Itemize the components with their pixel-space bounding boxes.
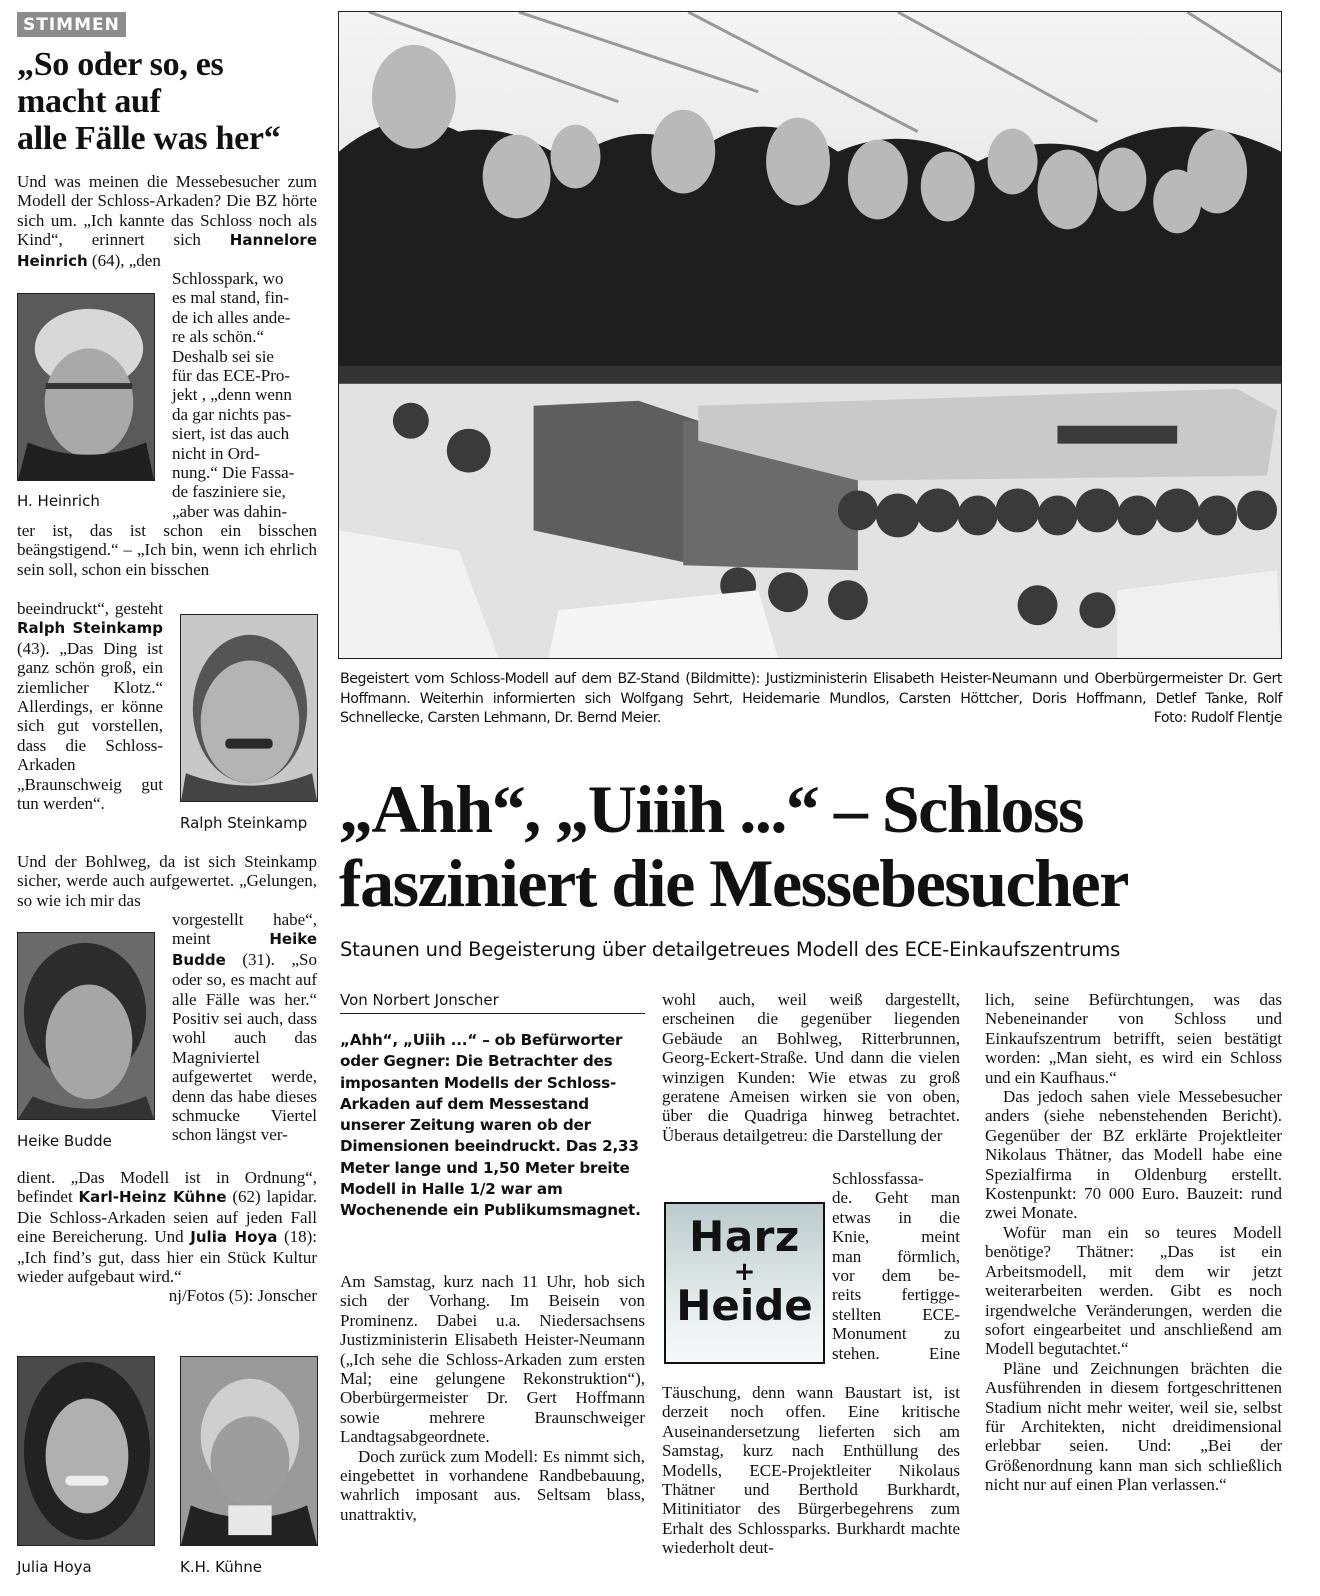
interviewee-name: Karl-Heinz Kühne [78,1188,227,1207]
portrait-caption: H. Heinrich [17,492,100,510]
stimmen-column [17,12,317,157]
portrait-caption: Julia Hoya [17,1558,92,1576]
article-column-2-bottom: Täuschung, denn wann Baustart ist, ist derzeit noch offen. Eine kritische Auseinandersetzung lieferten sich am Samstag, kurz nach Enthüllung des Modells, ECE-Projektleiter Nikolaus Thätner und Berthold Burkhardt, Mitinitiator des Bürgerbegehrens zum Erhalt des Schlossparks. Burkhardt machte wiederholt deut- [662,1383,960,1558]
portrait-caption: Ralph Steinkamp [180,814,308,832]
interviewee-name: Julia Hoya [190,1228,278,1247]
harz-heide-logo: Harz + Heide [664,1202,825,1364]
stimmen-wrap-1: Schlosspark, wo es mal stand, fin- de ich alles ande- re als schön.“ Deshalb sei sie für das ECE-Pro- jekt , „denn wenn da gar nichts pas- siert, ist das auch nicht in Ord- nung.“ Die Fassa- de fasziniere sie, „aber was dahin- [172,269,295,521]
plus-icon: + [733,1257,756,1287]
article-column-2-top: wohl auch, weil weiß dargestellt, erscheinen die gegenüber liegenden Gebäude an Bohlweg, Ritterbrunnen, Georg-Eckert-Straße. Und dann die vielen winzigen Kunden: Wie etwas zu groß geratene Ameisen wirken sie von oben, über die Quadriga hinweg betrachtet. Überaus detailgetreu: die Darstellung der [662,990,960,1145]
portrait-photo-steinkamp [180,614,318,802]
interviewee-name: Hannelore Heinrich [17,231,317,270]
photo-credit: Foto: Rudolf Flentje [1153,710,1282,727]
stimmen-intro: Und was meinen die Messebesucher zum Modell der Schloss-Arkaden? Die BZ hörte sich um. „Ich kannte das Schloss noch als Kind“, erinnert sich Hannelore Heinrich (64), „den [17,172,317,270]
portrait-photo-budde [17,932,155,1120]
byline: Von Norbert Jonscher [340,991,645,1014]
article-headline: „Ahh“, „Uiiih ...“ – Schloss fasziniert die Messebesucher [339,771,1128,921]
photo-caption: Begeistert vom Schloss-Modell auf dem BZ-Stand (Bildmitte): Justizministerin Elisabeth Heister-Neumann und Oberbürgermeister Dr. Gert Hoffmann. Weiterhin informierten sich Wolfgang Sehrt, Heidemarie Mundlos, Carsten Höttcher, Doris Hoffmann, Detlef Tanke, Rolf Schnellecke, Carsten Lehmann, Dr. Bernd Meier. Foto: Rudolf Flentje [340,670,1282,729]
article-column-3: lich, seine Befürchtungen, was das Nebeneinander von Schloss und Einkaufszentrum betrifft, seien bestätigt worden: „Man sieht, es wird ein Schloss und ein Kaufhaus.“ Das jedoch sahen viele Messebesucher anders (siehe nebenstehenden Bericht). Gegenüber der BZ erklärte Projektleiter Nikolaus Thätner, das Modell habe eine Spezialfirma in Oldenburg erstellt. Kostenpunkt: 70 000 Euro. Bauzeit: rund zwei Monate. Wofür man ein so teures Modell benötige? Thätner: „Das ist ein Arbeitsmodell, mit dem wir jetzt weiterarbeiten werden. Gibt es noch irgendwelche Veränderungen, werden die sofort eingearbeitet und anschließend am Modell begutachtet.“ Pläne und Zeichnungen brächten die Ausführenden in diesem fortgeschrittenen Stadium nicht mehr weiter, weil sie, selbst für Architekten, nicht dreidimensional erlebbar seien. Und: „Bei der Größenordnung kann man sich schließlich nicht nur auf einen Plan verlassen.“ [985,990,1282,1495]
stimmen-full-3: dient. „Das Modell ist in Ordnung“, befindet Karl-Heinz Kühne (62) lapidar. Die Schloss-Arkaden seien auf jeden Fall eine Bereicherung. Und Julia Hoya (18): „Ich find’s gut, dass hier ein Stück Kultur wieder aufgebaut wird.“ nj/Fotos (5): Jonscher [17,1168,317,1306]
stimmen-wrap-3: vorgestellt habe“, meint Heike Budde (31). „So oder so, es macht auf alle Fälle was her.“ Positiv sei auch, dass wohl auch das Magniviertel aufgewertet werde, denn das habe dieses schmucke Viertel schon längst ver- [172,910,317,1145]
stimmen-full-2: Und der Bohlweg, da ist sich Steinkamp sicher, werde auch aufgewertet. „Gelungen, so wie ich mir das [17,852,317,910]
portrait-photo-hoya [17,1356,155,1546]
portrait-photo-kuehne [180,1356,318,1546]
main-photo-schloss-model [338,11,1282,659]
article-subheadline: Staunen und Begeisterung über detailgetreues Modell des ECE-Einkaufszentrums [340,938,1121,961]
stimmen-full-1: ter ist, das ist schon ein bisschen beängstigend.“ – „Ich bin, wenn ich ehrlich sein soll, schon ein bisschen [17,521,317,579]
interviewee-name: Heike Budde [172,930,317,969]
portrait-caption: Heike Budde [17,1132,112,1150]
article-column-1: Am Samstag, kurz nach 11 Uhr, hob sich sich der Vorhang. Im Beisein von Prominenz. Dabei u.a. Niedersachsens Justizministerin Elisabeth Heister-Neumann („Ich sehe die Schloss-Arkaden zum ersten Mal; eine gelungene Rekonstruktion“), Oberbürgermeister Dr. Gert Hoffmann sowie mehrere Braunschweiger Landtagsabgeordnete. Doch zurück zum Modell: Es nimmt sich, eingebettet in vorhandene Randbebauung, wahrlich imposant aus. Seltsam blass, unattraktiv, [340,1272,645,1524]
interviewee-name: Ralph Steinkamp [17,619,163,638]
portrait-caption: K.H. Kühne [180,1558,262,1576]
portrait-photo-heinrich [17,293,155,481]
section-kicker: STIMMEN [17,12,126,37]
stimmen-headline: „So oder so, es macht auf alle Fälle was her“ [17,46,281,157]
article-column-2-wrap: Schlossfassa- de. Geht man etwas in die Knie, meint man förmlich, vor dem be- reits fertigge- stellten ECE- Monument zu stehen. Eine [832,1169,960,1363]
stimmen-wrap-2: beeindruckt“, gesteht Ralph Steinkamp (43). „Das Ding ist ganz schön groß, ein ziemlicher Klotz.“ Allerdings, er könne sich gut vorstellen, dass die Schloss-Arkaden „Braunschweig gut tun werden“. [17,599,163,814]
photo-credit: nj/Fotos (5): Jonscher [168,1286,317,1306]
article-lead: „Ahh“, „Uiih ...“ – ob Befürworter oder Gegner: Die Betrachter des imposanten Modells der Schloss-Arkaden auf dem Messestand unserer Zeitung waren ob der Dimensionen beeindruckt. Das 2,33 Meter lange und 1,50 Meter breite Modell in Halle 1/2 war am Wochenende ein Publikumsmagnet. [340,1031,641,1220]
